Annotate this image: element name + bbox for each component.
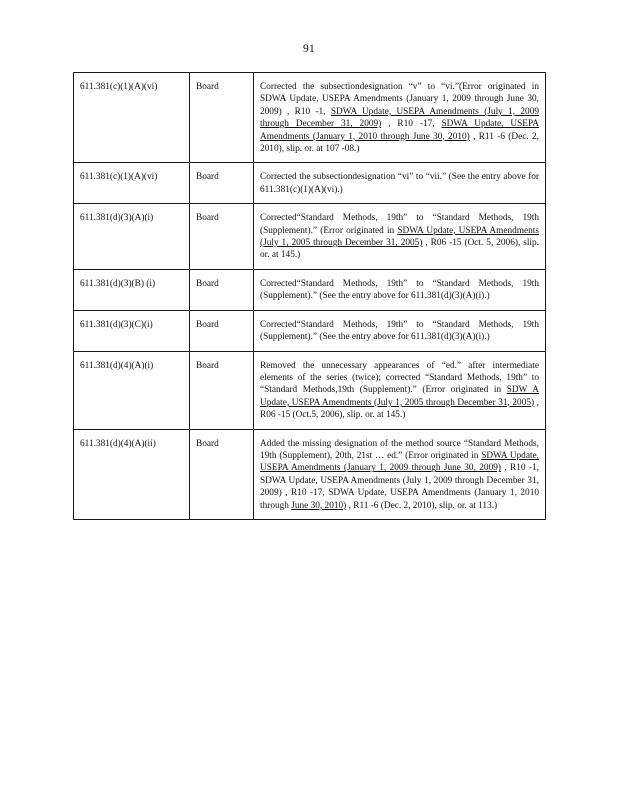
action-cell [254,163,546,204]
underlined-citation: SDWA Update, USEPA Amendments (July 1, 2009 through December 31, 2009) [260,106,539,130]
action-text: Removed the unnecessary appearances of “ed.” after intermediate elements of the series (twice); corrected “Standard Methods, 19th” to “Standard Methods,19th (Supplement).” (Error originated in [260,360,539,396]
action-text: Corrected“Standard Methods, 19th” to “Standard Methods, 19th (Supplement).” (Error originated in [260,213,539,236]
section-cell: 611.381(d)(3)(C)(i) [74,310,190,351]
source-cell: Board [190,163,254,204]
amendments-table [73,72,546,520]
action-cell [254,204,546,270]
action-text: Corrected“Standard Methods, 19th” to “Standard Methods, 19th (Supplement).” (See the entry above for 611.381(d)(3)(A)(i).) [260,278,539,302]
section-cell: 611.381(d)(4)(A)(ii) [74,429,190,519]
action-cell [254,429,546,519]
table-row [74,351,546,429]
action-text: Added the missing designation of the method source “Standard Methods, 19th (Supplement), 20th, 21st … ed.” (Error originated in [260,438,539,461]
table-row [74,310,546,351]
action-cell [254,310,546,351]
underlined-citation: June 30, 2010) [291,500,347,511]
source-cell: Board [190,269,254,310]
action-text: , R06 -15 (Oct. 5, 2006), slip. or. at 145.) [260,238,539,261]
underlined-citation: SDWA Update, USEPA Amendments (January 1, 2010 through June 30, 2010) [260,119,539,142]
source-cell: Board [190,351,254,429]
source-cell: Board [190,310,254,351]
underlined-citation: SDWA Update, USEPA Amendments (July 1, 2005 through December 31, 2005) [260,225,539,249]
section-cell: 611.381(c)(1)(A)(vi) [74,73,190,163]
table-row [74,269,546,310]
action-cell [254,73,546,163]
section-cell: 611.381(d)(4)(A)(i) [74,351,190,429]
section-cell: 611.381(c)(1)(A)(vi) [74,163,190,204]
page-number: 91 [303,43,315,55]
action-cell [254,351,546,429]
action-text: , R10 -1, SDWA Update, USEPA Amendments (July 1, 2009 through December 31, 2009) , R10 -17, SDWA Update, USEPA Amendments (January 1, 2010 through [260,463,539,511]
action-text: Corrected the subsectiondesignation “v” to “vi.”(Error originated in SDWA Update, USEPA Amendments (January 1, 2009 through June 30, 2009) , R10 -1, [260,82,539,117]
table-row [74,163,546,204]
action-cell [254,269,546,310]
source-cell: Board [190,73,254,163]
source-cell: Board [190,429,254,519]
section-cell: 611.381(d)(3)(B) (i) [74,269,190,310]
section-cell: 611.381(d)(3)(A)(i) [74,204,190,270]
action-text: , R06 -15 (Oct.5, 2006), slip. or. at 145.) [260,397,539,421]
underlined-citation: SDWA Update, USEPA Amendments (January 1, 2009 through June 30, 2009) [260,450,539,474]
action-text: , R11 -6 (Dec. 2, 2010), slip. or. at 107 -08.) [260,131,539,155]
action-text: , R10 -17, [381,119,442,130]
table-row [74,73,546,163]
table-row [74,204,546,270]
source-cell: Board [190,204,254,270]
action-text: , R11 -6 (Dec. 2, 2010), slip. or. at 113.) [346,500,498,511]
action-text: Corrected the subsectiondesignation “vi” to “vii.” (See the entry above for 611.381(c)(1)(A)(vi).) [260,172,539,195]
action-text: Corrected“Standard Methods, 19th” to “Standard Methods, 19th (Supplement).” (See the entry above for 611.381(d)(3)(A)(i).) [260,319,539,343]
table-row [74,429,546,519]
underlined-citation: SDW A Update, USEPA Amendments (July 1, 2005 through December 31, 2005) [260,385,539,408]
